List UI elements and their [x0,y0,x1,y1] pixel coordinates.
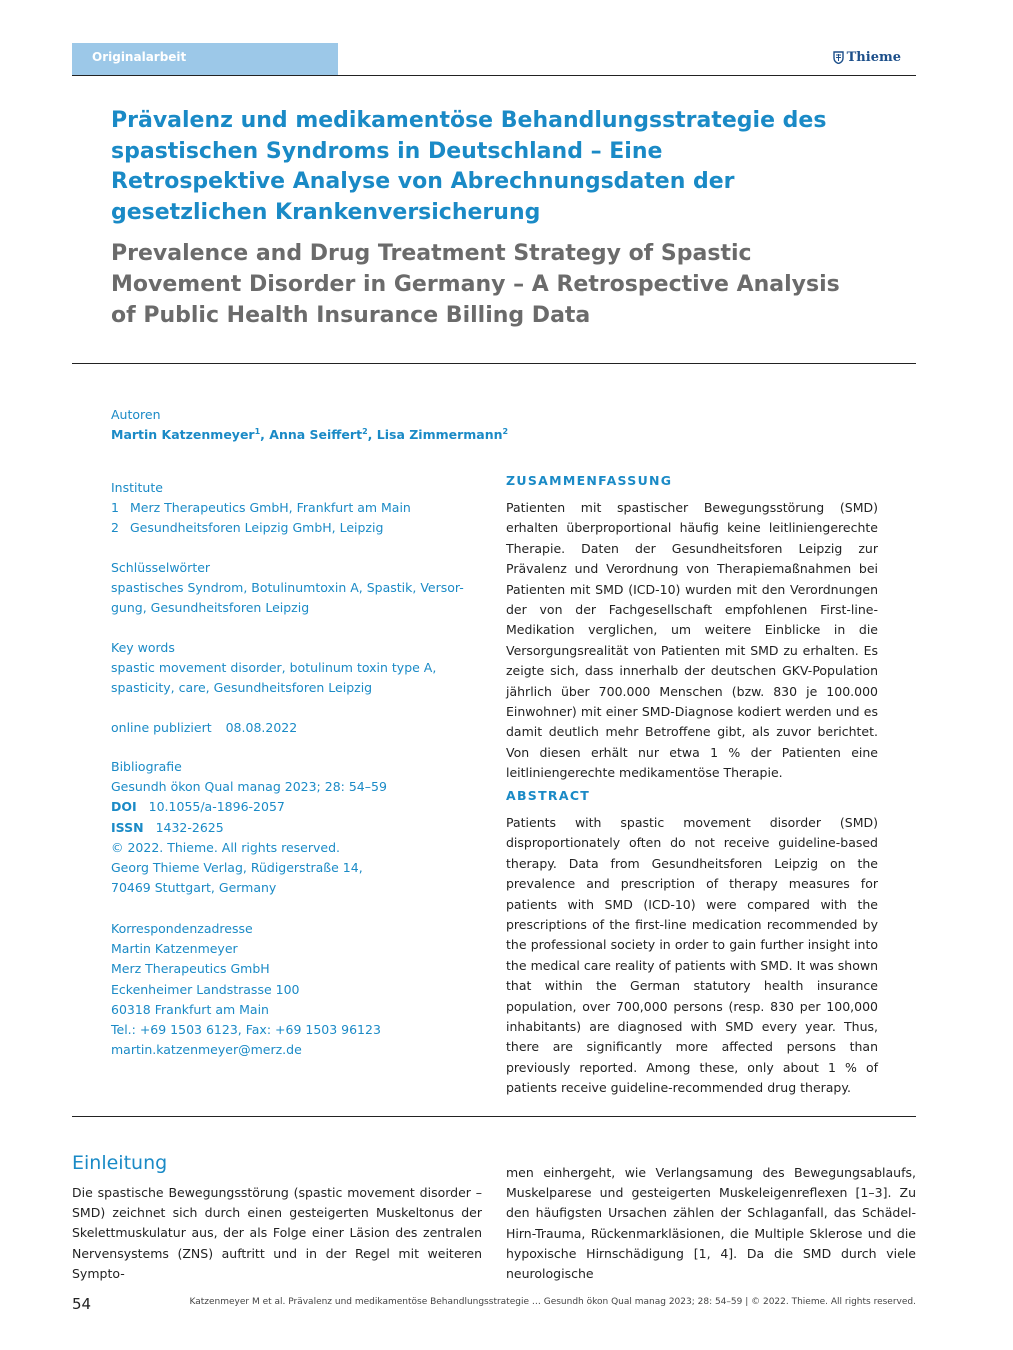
biblio-journal: Gesundh ökon Qual manag 2023; 28: 54–59 [111,779,387,794]
biblio-label: Bibliografie [111,759,182,774]
authors-block [111,405,509,445]
keywords-de-label: Schlüsselwörter [111,560,211,575]
correspondence-block [111,919,471,1061]
biblio-doi: DOI 10.1055/a-1896-2057 [111,799,285,815]
zusammenfassung-heading: ZUSAMMENFASSUNG [506,473,673,488]
title-divider [72,363,916,364]
correspondence-line: Eckenheimer Landstrasse 100 [111,981,300,997]
intro-paragraph-left: Die spastische Bewegungsstörung (spastic movement disorder – SMD) zeichnet sich durch einen gesteigerten Muskeltonus der Skelettmuskulatur aus, der als Folge einer Läsion des zentralen Nervensystems (ZNS) auftritt und in der Regel mit weiteren Sympto- [72,1185,482,1281]
biblio-publisher: Georg Thieme Verlag, Rüdigerstraße 14, [111,860,363,876]
institutes-block [111,478,471,539]
keywords-de-line: spastisches Syndrom, Botulinumtoxin A, Spastik, Versor- [111,580,464,595]
institute-item: 1 Merz Therapeutics GmbH, Frankfurt am Main [111,500,411,515]
thieme-crest-icon [833,51,844,64]
bibliography-block [111,757,471,899]
page-number: 54 [72,1295,92,1313]
keywords-en-line: spastic movement disorder, botulinum toxin type A, [111,660,437,675]
biblio-publisher: 70469 Stuttgart, Germany [111,880,277,896]
keywords-en-line: spasticity, care, Gesundheitsforen Leipzig [111,680,373,696]
publisher-logo [833,50,901,65]
author-2-affil: 2 [362,427,368,437]
author-2: Anna Seiffert [269,427,363,443]
correspondence-line: Martin Katzenmeyer [111,941,238,956]
keywords-de-block [111,558,471,619]
correspondence-line: 60318 Frankfurt am Main [111,1001,269,1017]
abstract-text: Patients with spastic movement disorder (SMD) disproportionately often do not receive guideline-based therapy. Data from Gesundheitsforen Leipzig on the prevalence and prescription of therapy measures for patients with SMD (ICD-10) were compared with the prescriptions of the first-line medication recommended by the professional society in order to gain further insight into the medical care reality of patients with SMD. It was shown that within the German statutory health insurance population, over 700,000 persons (resp. 830 per 100,000 inhabitants) are diagnosed with SMD every year. Thus, there are significantly more affected persons than previously reported. Among these, only about 1 % of patients receive guideline-recommended drug therapy. [506,815,878,1096]
article-type-tag: Originalarbeit [72,43,338,75]
author-1-affil: 1 [254,427,261,437]
author-3-affil: 2 [502,427,509,437]
section-heading-einleitung: Einleitung [72,1152,168,1174]
online-label: online publiziert [111,720,212,735]
keywords-de-line: gung, Gesundheitsforen Leipzig [111,600,310,616]
correspondence-phone: Tel.: +69 1503 6123, Fax: +69 1503 96123 [111,1022,381,1038]
correspondence-label: Korrespondenzadresse [111,921,253,936]
keywords-en-label: Key words [111,640,175,655]
authors-list: Martin Katzenmeyer$^1$, Anna Seiffert$^2$, Lisa Zimmermann$^2$ [111,427,509,443]
online-date: 08.08.2022 [225,720,298,735]
online-published [111,718,471,738]
correspondence-line: Merz Therapeutics GmbH [111,961,270,977]
biblio-copyright: © 2022. Thieme. All rights reserved. [111,839,340,855]
biblio-issn: ISSN 1432-2625 [111,819,224,835]
abstract-divider [72,1116,916,1117]
author-3: Lisa Zimmermann [376,427,503,443]
intro-paragraph-right: men einhergeht, wie Verlangsamung des Bewegungsablaufs, Muskelparese und gesteigerten Muskeleigenreflexen [1–3]. Zu den häufigsten Ursachen zählen der Schlaganfall, das Schädel-Hirn-Trauma, Rückenmarkläsionen, die Multiple Sklerose und die hypoxische Hirnschädigung [1, 4]. Da die SMD durch viele neurologische [506,1165,916,1282]
footer-citation: Katzenmeyer M et al. Prävalenz und medikamentöse Behandlungsstrategie … Gesundh ökon Qual manag 2023; 28: 54–59 | © 2022. Thieme. All rights reserved. [189,1297,916,1307]
author-1: Martin Katzenmeyer [111,427,255,443]
keywords-en-block [111,638,471,699]
title-german: Prävalenz und medikamentöse Behandlungsstrategie des spastischen Syndroms in Deutschland – Eine Retrospektive Analyse von Abrechnungsdaten der gesetzlichen Krankenversicherung [111,108,827,225]
authors-label: Autoren [111,407,161,422]
abstract-heading: ABSTRACT [506,788,591,803]
institutes-label: Institute [111,480,163,495]
header-rule [72,75,916,76]
institute-item: 2 Gesundheitsforen Leipzig GmbH, Leipzig [111,520,384,536]
title-english: Prevalence and Drug Treatment Strategy of Spastic Movement Disorder in Germany – A Retrospective Analysis of Public Health Insurance Billing Data [111,241,840,328]
publisher-name: Thieme [846,50,901,65]
correspondence-email[interactable]: martin.katzenmeyer@merz.de [111,1042,302,1058]
zusammenfassung-text: Patienten mit spastischer Bewegungsstörung (SMD) erhalten überproportional häufig keine leitliniengerechte Therapie. Daten der Gesundheitsforen Leipzig zur Prävalenz und Verordnung von Therapiemaßnahmen bei Patienten mit SMD (ICD-10) wurden mit den Verordnungen der von der Fachgesellschaft empfohlenen First-line-Medikation verglichen, um weitere Einblicke in die Versorgungsrealität von Patienten mit SMD zu erhalten. Es zeigte sich, dass innerhalb der deutschen GKV-Population jährlich über 700.000 Menschen (bzw. 830 je 100.000 Einwohner) mit einer SMD-Diagnose kodiert werden und es damit deutlich mehr Betroffene gibt, als zuvor berichtet. Von diesen erhält nur etwa 1 % der Patienten eine leitliniengerechte medikamentöse Therapie. [506,500,878,781]
